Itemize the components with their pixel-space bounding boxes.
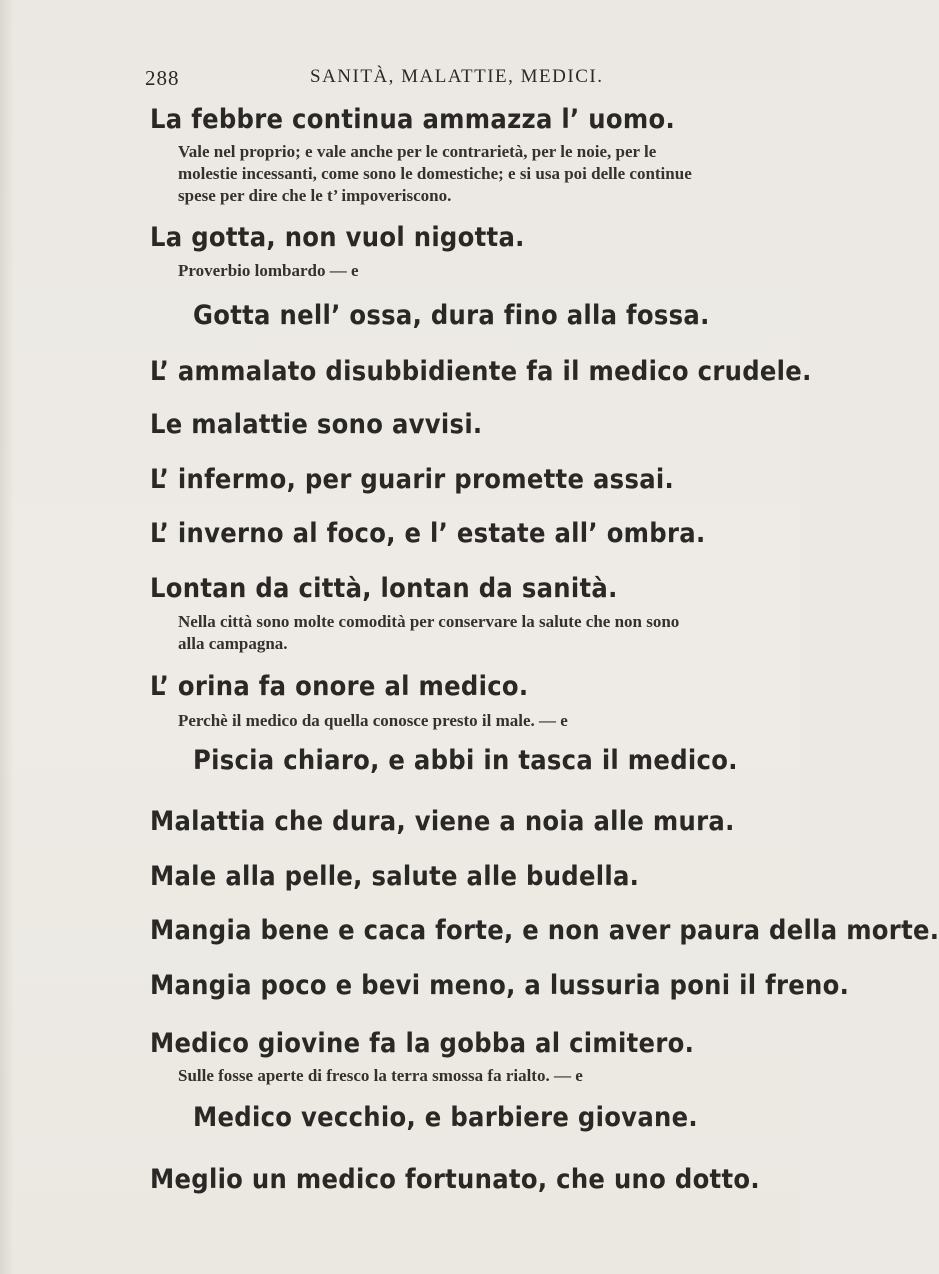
proverb-text: Malattia che dura, viene a noia alle mura. [150, 806, 735, 837]
proverb-note [178, 710, 738, 732]
page-number: 288 [145, 66, 180, 90]
note-line: Perchè il medico da quella conosce presto il male. — e [178, 711, 568, 730]
proverb-note [178, 1065, 738, 1087]
proverb-text: L’ infermo, per guarir promette assai. [150, 464, 675, 495]
proverb-text: Medico giovine fa la gobba al cimitero. [150, 1028, 695, 1059]
note-line: Sulle fosse aperte di fresco la terra smossa fa rialto. — e [178, 1066, 583, 1085]
proverb-note [178, 141, 738, 207]
proverb-text: Mangia poco e bevi meno, a lussuria poni il freno. [150, 970, 850, 1001]
proverb-text: Meglio un medico fortunato, che uno dotto. [150, 1164, 760, 1195]
proverb-text: La febbre continua ammazza l’ uomo. [150, 104, 676, 135]
proverb-text: Lontan da città, lontan da sanità. [150, 573, 618, 604]
proverb-text: Le malattie sono avvisi. [150, 409, 483, 440]
note-line: Proverbio lombardo — e [178, 261, 359, 280]
note-line: molestie incessanti, come sono le domestiche; e si usa poi delle continue [178, 164, 692, 183]
proverb-text: L’ inverno al foco, e l’ estate all’ ombra. [150, 518, 706, 549]
proverb-text: Medico vecchio, e barbiere giovane. [193, 1102, 698, 1133]
proverb-note [178, 260, 738, 282]
note-line: spese per dire che le t’ impoveriscono. [178, 186, 452, 205]
note-line: Vale nel proprio; e vale anche per le contrarietà, per le noie, per le [178, 142, 657, 161]
running-head: SANITÀ, MALATTIE, MEDICI. [310, 66, 604, 87]
proverb-note [178, 611, 738, 655]
proverb-text: La gotta, non vuol nigotta. [150, 222, 525, 253]
proverb-text: L’ ammalato disubbidiente fa il medico crudele. [150, 356, 812, 387]
proverb-text: Male alla pelle, salute alle budella. [150, 861, 640, 892]
proverb-text: Piscia chiaro, e abbi in tasca il medico. [193, 745, 738, 776]
note-line: alla campagna. [178, 634, 288, 653]
proverb-text: L’ orina fa onore al medico. [150, 671, 529, 702]
proverb-text: Gotta nell’ ossa, dura fino alla fossa. [193, 300, 710, 331]
note-line: Nella città sono molte comodità per conservare la salute che non sono [178, 612, 680, 631]
page-header [0, 66, 800, 92]
proverb-text: Mangia bene e caca forte, e non aver paura della morte. [150, 915, 939, 946]
